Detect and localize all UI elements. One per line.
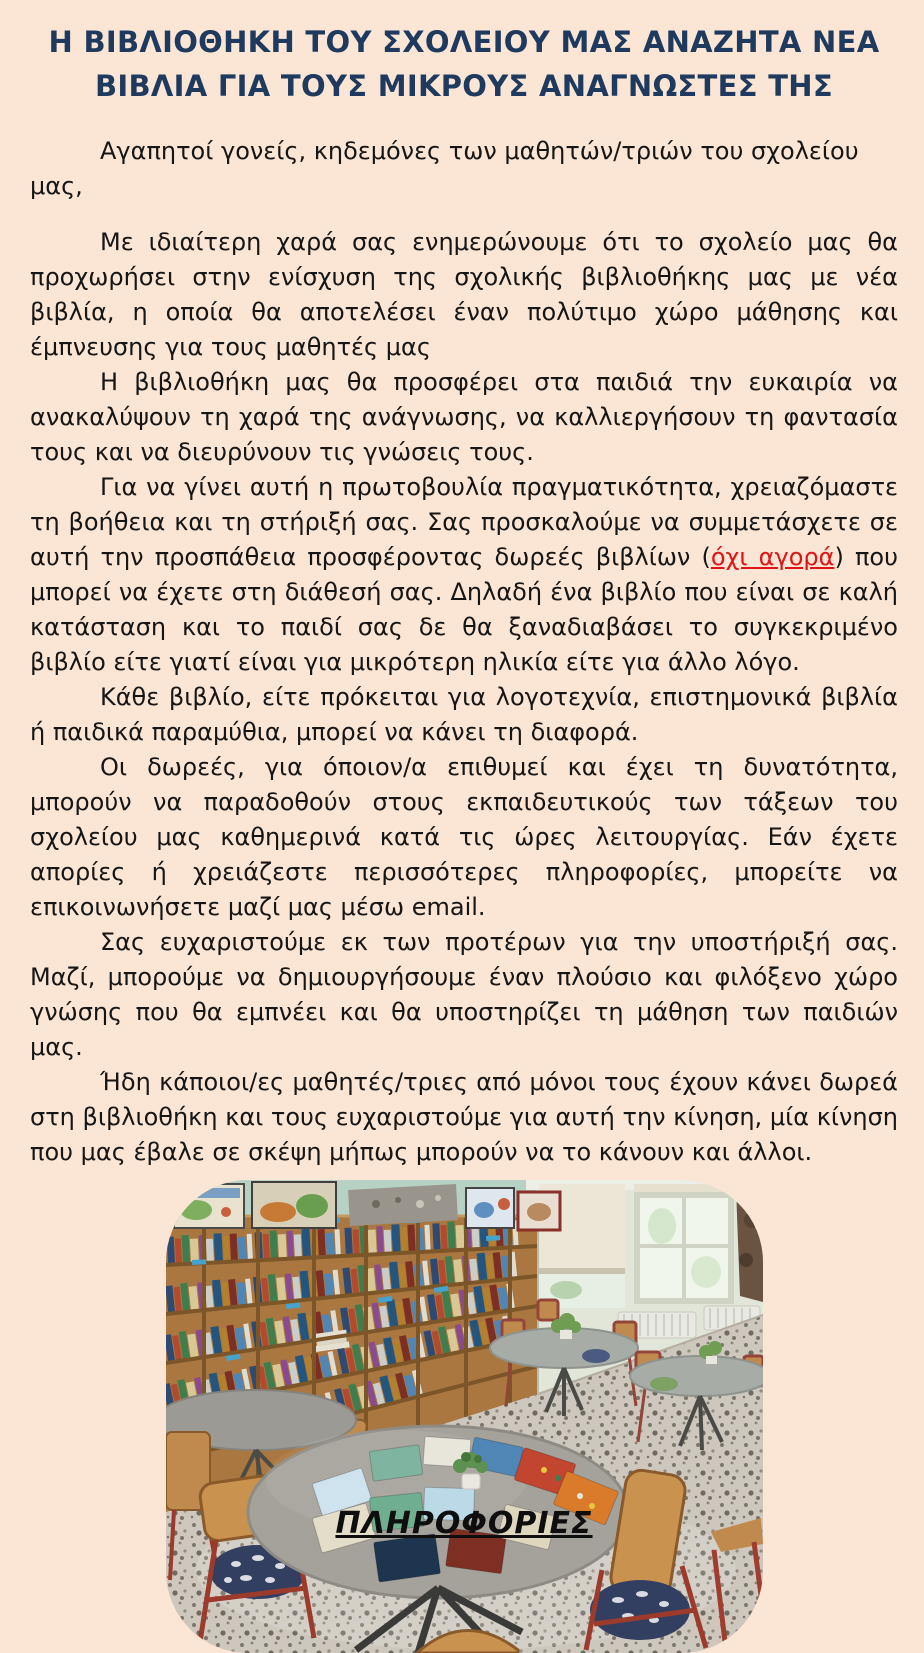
salutation: Αγαπητοί γονείς, κηδεμόνες των μαθητών/τριών του σχολείου μας,: [30, 137, 859, 200]
donation-request-after: ) που μπορεί να έχετε στη διάθεσή σας. Δηλαδή ένα βιβλίο που είναι σε καλή κατάσταση και το παιδί σας δε θα ξαναδιαβάσει το συγκεκριμένο βιβλίο είτε γιατί είναι για μικρότερη ηλικία είτε για άλλο λόγο.: [30, 543, 898, 676]
paragraph-thanks: Σας ευχαριστούμε εκ των προτέρων για την υποστήριξή σας. Μαζί, μπορούμε να δημιουργήσουμε έναν πλούσιο και φιλόξενο χώρο γνώσης που θα εμπνέει και θα υποστηρίζει τη μάθηση των παιδιών μας.: [30, 928, 898, 1061]
children-artwork: [174, 1182, 560, 1230]
window-foliage: [736, 1184, 763, 1302]
bright-window: [634, 1184, 734, 1304]
information-link[interactable]: ΠΛΗΡΟΦΟΡΙΕΣ: [335, 1506, 593, 1541]
library-photo: [166, 1180, 763, 1653]
paragraph-library-offer: Η βιβλιοθήκη μας θα προσφέρει στα παιδιά την ευκαιρία να ανακαλύψουν τη χαρά της ανάγνωσης, να καλλιεργήσουν τη φαντασία τους και να διευρύνουν τις γνώσεις τους.: [30, 368, 898, 466]
paragraph-delivery-info: Οι δωρεές, για όποιον/α επιθυμεί και έχει τη δυνατότητα, μπορούν να παραδοθούν στους εκπαιδευτικούς των τάξεων του σχολείου μας καθημερινά κατά τις ώρες λειτουργίας. Εάν έχετε απορίες ή χρειάζεστε περισσότερες πληροφορίες, μπορείτε να επικοινωνήσετε μαζί μας μέσω email.: [30, 753, 898, 921]
paragraph-announcement: Με ιδιαίτερη χαρά σας ενημερώνουμε ότι το σχολείο μας θα προχωρήσει στην ενίσχυση της σχολικής βιβλιοθήκης μας με νέα βιβλία, η οποία θα αποτελέσει έναν πολύτιμο χώρο μάθησης και έμπνευσης για τους μαθητές μας: [30, 228, 898, 361]
library-photo-illustration: [166, 1180, 763, 1653]
donation-request-before: Για να γίνει αυτή η πρωτοβουλία πραγματικότητα, χρειαζόμαστε τη βοήθεια και τη στήριξή σας. Σας προσκαλούμε να συμμετάσχετε σε αυτή την προσπάθεια προσφέροντας δωρεές βιβλίων (: [30, 473, 898, 571]
paragraph-donation-request: [30, 470, 898, 680]
paragraph-students-donations: Ήδη κάποιοι/ες μαθητές/τριες από μόνοι τους έχουν κάνει δωρεά στη βιβλιοθήκη και τους ευχαριστούμε για αυτή την κίνηση, μία κίνηση που μας έβαλε σε σκέψη μήπως μπορούν να το κάνουν και άλλοι.: [30, 1068, 898, 1166]
banner: [348, 1184, 458, 1226]
letter-body: [30, 134, 898, 1170]
paragraph-every-book: Κάθε βιβλίο, είτε πρόκειται για λογοτεχνία, επιστημονικά βιβλία ή παιδικά παραμύθια, μπορεί να κάνει τη διαφορά.: [30, 683, 898, 746]
page-title: Η ΒΙΒΛΙΟΘΗΚΗ ΤΟΥ ΣΧΟΛΕΙΟΥ ΜΑΣ ΑΝΑΖΗΤΑ ΝΕΑ ΒΙΒΛΙΑ ΓΙΑ ΤΟΥΣ ΜΙΚΡΟΥΣ ΑΝΑΓΝΩΣΤΕΣ ΤΗΣ: [48, 25, 880, 103]
no-purchase-emphasis: όχι αγορά: [710, 543, 835, 571]
